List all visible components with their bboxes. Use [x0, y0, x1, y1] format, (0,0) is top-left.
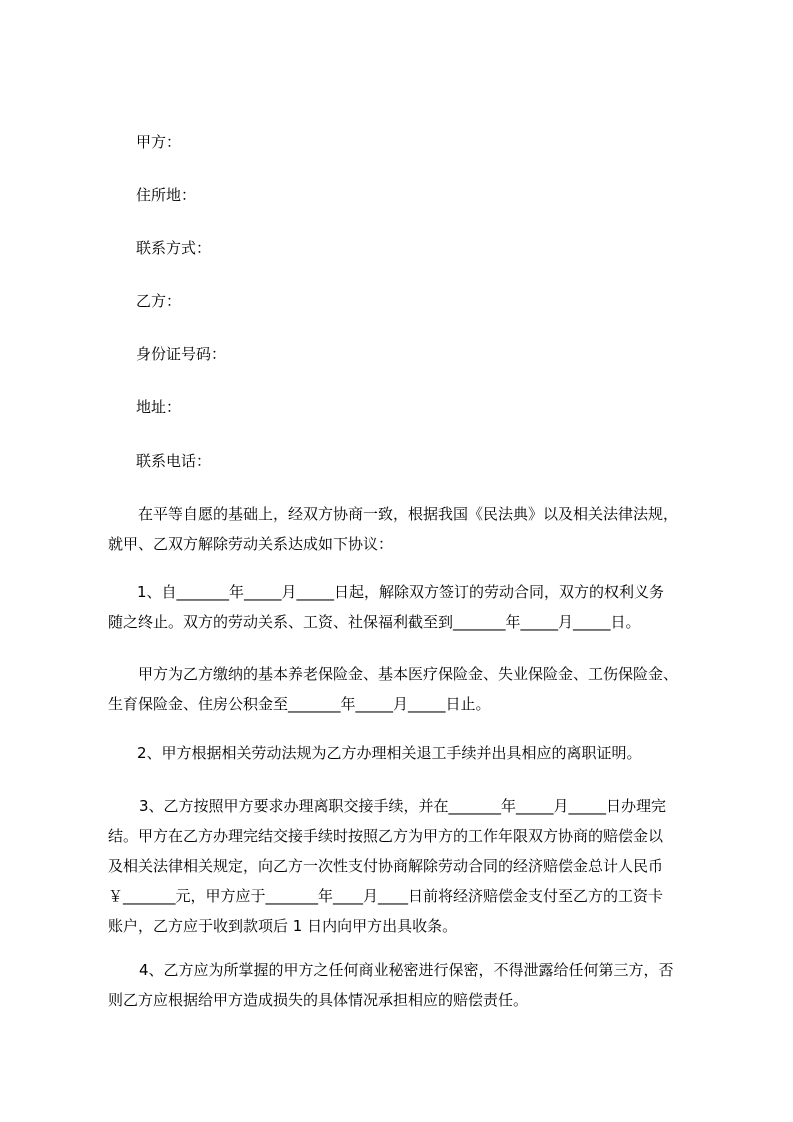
clause-1	[108, 577, 718, 637]
id-number-label: 身份证号码：	[136, 345, 227, 363]
clause-2	[108, 738, 718, 768]
clause-3-line-1: 3、乙方按照甲方要求办理离职交接手续，并在_______年_____月_____日办理完	[139, 797, 667, 815]
clause-3-line-5: 账户，乙方应于收到款项后 1 日内向甲方出具收条。	[108, 917, 458, 935]
phone-label: 联系电话：	[136, 452, 212, 470]
clause-4-line-1: 4、乙方应为所掌握的甲方之任何商业秘密进行保密，不得泄露给任何第三方，否	[139, 961, 674, 979]
clause-1-insurance-line-2: 生育保险金、住房公积金至_______年_____月_____日止。	[108, 695, 491, 713]
clause-3	[108, 791, 718, 941]
intro-line-1: 在平等自愿的基础上，经双方协商一致，根据我国《民法典》以及相关法律法规，	[138, 505, 679, 523]
clause-3-line-4: ￥_______元，甲方应于_______年____月____日前将经济赔偿金支付至乙方的工资卡	[108, 887, 664, 905]
clause-4	[108, 955, 718, 1015]
party-b-label: 乙方：	[136, 292, 182, 310]
clause-3-line-3: 及相关法律相关规定，向乙方一次性支付协商解除劳动合同的经济赔偿金总计人民币	[108, 857, 664, 875]
clause-1-insurance	[108, 659, 718, 719]
clause-1-line-1: 1、自_______年_____月_____日起，解除双方签订的劳动合同，双方的权利义务	[137, 583, 665, 601]
clause-2-line-1: 2、甲方根据相关劳动法规为乙方办理相关退工手续并出具相应的离职证明。	[137, 744, 642, 762]
party-b-address-label: 地址：	[136, 398, 182, 416]
party-a-label: 甲方：	[136, 133, 182, 151]
clause-1-line-2: 随之终止。双方的劳动关系、工资、社保福利截至到_______年_____月_____日。	[108, 613, 641, 631]
intro-line-2: 就甲、乙双方解除劳动关系达成如下协议：	[108, 535, 394, 553]
contact-label: 联系方式：	[136, 239, 212, 257]
intro-paragraph	[108, 499, 718, 559]
clause-4-line-2: 则乙方应根据给甲方造成损失的具体情况承担相应的赔偿责任。	[108, 991, 529, 1009]
clause-3-line-2: 结。甲方在乙方办理完结交接手续时按照乙方为甲方的工作年限双方协商的赔偿金以	[108, 827, 664, 845]
address-label: 住所地：	[136, 186, 197, 204]
clause-1-insurance-line-1: 甲方为乙方缴纳的基本养老保险金、基本医疗保险金、失业保险金、工伤保险金、	[138, 665, 679, 683]
